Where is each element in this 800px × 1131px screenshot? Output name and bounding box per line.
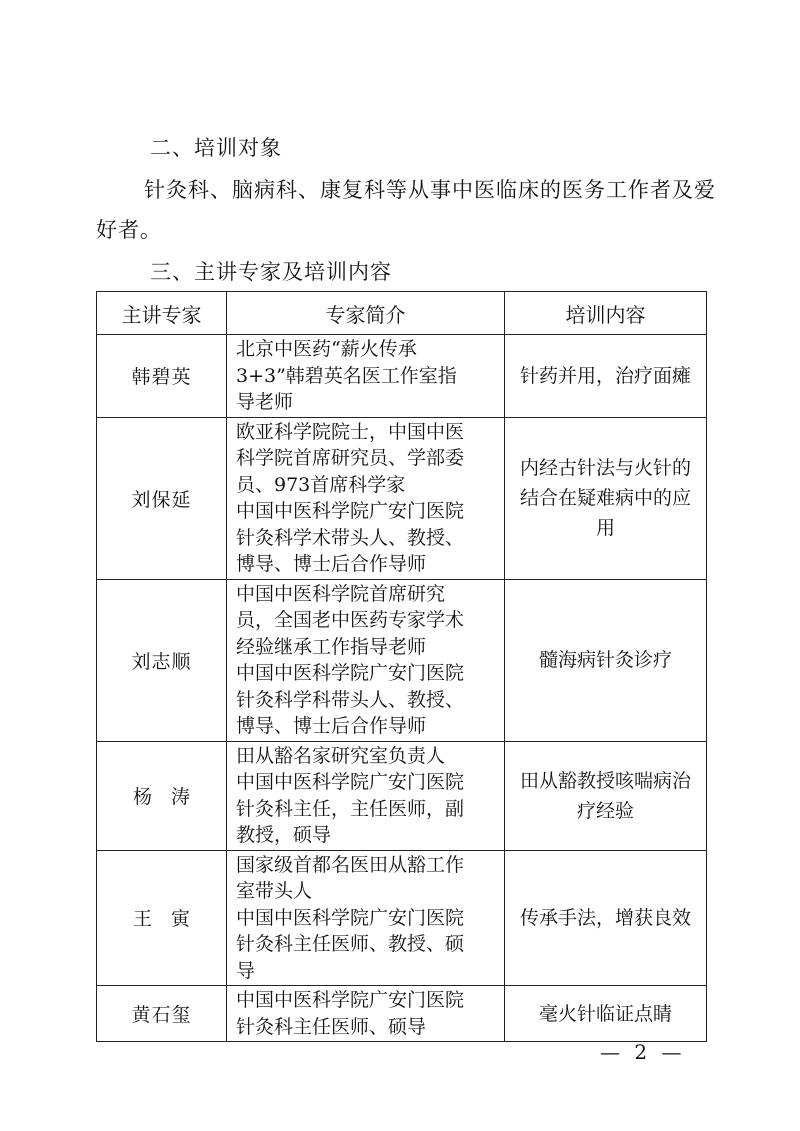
intro-line: 田从豁名家研究室负责人 — [236, 744, 446, 767]
intro-line: 针灸科主任，主任医师，副 — [236, 797, 465, 820]
table-header-row — [97, 292, 707, 335]
training-content: 毫火针临证点睛 — [505, 986, 707, 1042]
intro-line: 针灸科学术带头人、教授、 — [236, 526, 465, 549]
expert-introduction — [227, 986, 505, 1042]
intro-line: 北京中医药“薪火传承 — [236, 338, 417, 360]
intro-line: 针灸科学科带头人、教授、 — [236, 688, 465, 711]
experts-table — [96, 291, 707, 1042]
intro-line: 经验继承工作指导老师 — [236, 635, 427, 658]
table-row — [97, 986, 707, 1042]
expert-name: 韩碧英 — [97, 335, 227, 418]
intro-line: 中国中医科学院广安门医院 — [236, 500, 465, 522]
table-row — [97, 335, 707, 418]
intro-line: 针灸科主任医师、教授、硕 — [236, 933, 465, 955]
expert-name: 刘保延 — [97, 417, 227, 579]
page-number: — 2 — — [600, 1040, 686, 1064]
target-audience-paragraph: 针灸科、脑病科、康复科等从事中医临床的医务工作者及爱好者。 — [96, 178, 716, 242]
intro-line: 员，全国老中医药专家学术 — [236, 609, 465, 631]
intro-line: 中国中医科学院广安门医院 — [236, 906, 465, 929]
table-row — [97, 741, 707, 850]
intro-line: 中国中医科学院首席研究 — [236, 582, 446, 605]
intro-line: 国家级首都名医田从豁工作 — [236, 853, 465, 876]
expert-introduction — [227, 579, 505, 741]
section-heading-experts: 三、主讲专家及培训内容 — [150, 260, 392, 284]
training-content: 传承手法，增获良效 — [505, 850, 707, 986]
expert-introduction — [227, 417, 505, 579]
intro-line: 导老师 — [236, 391, 294, 413]
training-content: 髓海病针灸诊疗 — [505, 579, 707, 741]
expert-introduction — [227, 335, 505, 418]
expert-introduction — [227, 850, 505, 986]
table-row — [97, 850, 707, 986]
table-row — [97, 417, 707, 579]
intro-line: 中国中医科学院广安门医院 — [236, 662, 465, 684]
header-training-content: 培训内容 — [505, 292, 707, 335]
intro-line: 教授，硕导 — [236, 824, 332, 846]
expert-name: 杨 涛 — [97, 741, 227, 850]
training-content: 内经古针法与火针的结合在疑难病中的应用 — [505, 417, 707, 579]
intro-line: 中国中医科学院广安门医院 — [236, 989, 465, 1011]
intro-line: 3+3”韩碧英名医工作室指 — [236, 364, 457, 387]
intro-line: 博导、博士后合作导师 — [236, 553, 427, 575]
header-expert: 主讲专家 — [97, 292, 227, 335]
intro-line: 室带头人 — [236, 880, 313, 902]
expert-name: 黄石玺 — [97, 986, 227, 1042]
intro-line: 中国中医科学院广安门医院 — [236, 771, 465, 793]
intro-line: 欧亚科学院院士，中国中医 — [236, 420, 465, 443]
intro-line: 针灸科主任医师、硕导 — [236, 1015, 427, 1038]
expert-introduction — [227, 741, 505, 850]
table-row — [97, 579, 707, 741]
intro-line: 科学院首席研究员、学部委 — [236, 447, 465, 469]
expert-name: 刘志顺 — [97, 579, 227, 741]
section-heading-target-audience: 二、培训对象 — [150, 136, 282, 160]
training-content: 针药并用，治疗面瘫 — [505, 335, 707, 418]
intro-line: 员、973首席科学家 — [236, 473, 406, 496]
intro-line: 导 — [236, 959, 256, 982]
header-introduction: 专家简介 — [227, 292, 505, 335]
training-content: 田从豁教授咳喘病治疗经验 — [505, 741, 707, 850]
intro-line: 博导、博士后合作导师 — [236, 715, 427, 737]
expert-name: 王 寅 — [97, 850, 227, 986]
